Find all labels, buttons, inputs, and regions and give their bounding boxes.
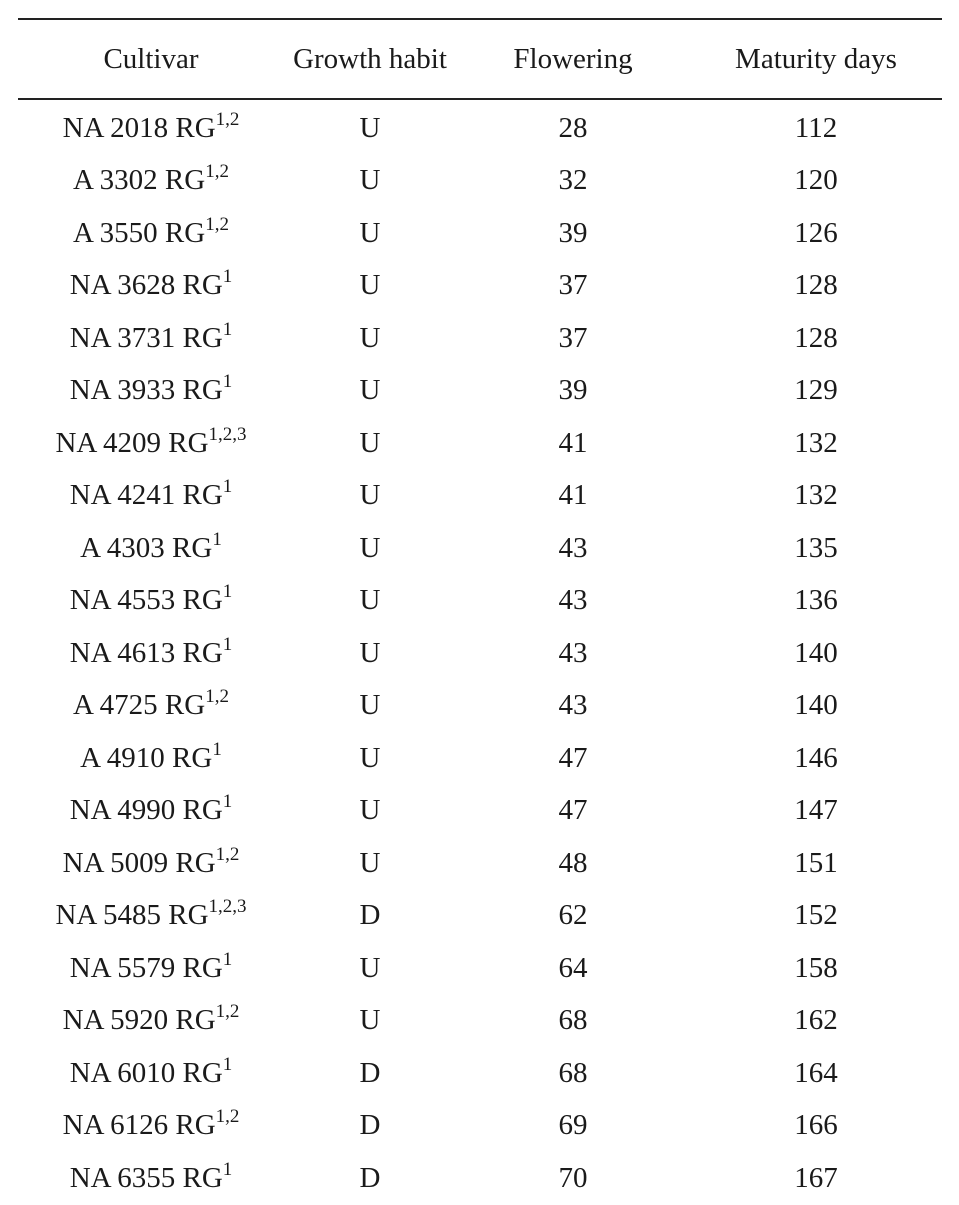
growth-habit-cell: U: [359, 584, 381, 617]
cultivar-footnote-mark: 1,2: [205, 686, 229, 708]
cultivar-cell: [18, 686, 284, 722]
flowering-cell: 32: [558, 164, 588, 197]
maturity-days-cell: 135: [794, 531, 838, 564]
table-row: [18, 890, 942, 943]
cultivar-footnote-mark: 1,2: [215, 1001, 240, 1023]
maturity-days-cell: 132: [794, 479, 838, 512]
cultivar-footnote-mark: 1: [222, 791, 233, 813]
cultivar-cell: [18, 108, 284, 145]
table-row: [18, 627, 942, 680]
table-row: [18, 1047, 942, 1100]
flowering-cell: 39: [558, 374, 588, 407]
cultivar-footnote-mark: 1: [222, 581, 233, 603]
maturity-days-cell: 132: [794, 426, 838, 459]
cultivar-footnote-mark: 1: [212, 528, 222, 550]
growth-habit-cell: U: [359, 111, 381, 144]
growth-habit-cell: U: [359, 689, 381, 722]
maturity-days-cell: 167: [794, 1161, 838, 1194]
flowering-cell: 37: [558, 269, 588, 302]
table-row: [18, 995, 942, 1048]
growth-habit-cell: U: [359, 531, 381, 564]
cultivar-footnote-mark: 1,2: [215, 108, 240, 130]
table-row: [18, 1100, 942, 1153]
cultivar-cell: [18, 1106, 284, 1142]
table-row: [18, 837, 942, 890]
cultivar-name: NA 5485 RG: [55, 899, 209, 932]
cultivar-name: A 3550 RG: [73, 216, 206, 249]
cultivar-name: NA 6010 RG: [69, 1056, 223, 1089]
cultivar-cell: [18, 476, 284, 512]
cultivar-name: A 4303 RG: [80, 531, 213, 564]
cultivar-cell: [18, 1053, 284, 1090]
cultivar-name: NA 4553 RG: [69, 584, 223, 617]
growth-habit-cell: U: [359, 1004, 381, 1037]
growth-habit-cell: U: [359, 321, 381, 354]
cultivar-footnote-mark: 1: [222, 1053, 233, 1075]
growth-habit-cell: U: [359, 636, 381, 669]
growth-habit-cell: D: [359, 1161, 381, 1194]
cultivar-cell: [18, 1001, 284, 1037]
cultivar-name: NA 5009 RG: [62, 846, 216, 879]
growth-habit-cell: U: [359, 951, 381, 984]
maturity-days-cell: 146: [794, 741, 838, 774]
maturity-days-cell: 147: [794, 794, 838, 827]
table-row: [18, 365, 942, 418]
growth-habit-cell: U: [359, 269, 381, 302]
header-maturity-days: Maturity days: [735, 42, 897, 75]
cultivar-name: A 4910 RG: [80, 741, 213, 774]
cultivar-cell: [18, 633, 284, 670]
cultivar-cell: [18, 791, 284, 827]
flowering-cell: 68: [558, 1056, 588, 1089]
cultivar-footnote-mark: 1,2: [205, 161, 229, 183]
table-row: [18, 417, 942, 470]
table-row: [18, 575, 942, 628]
growth-habit-cell: U: [359, 216, 381, 249]
flowering-cell: 43: [558, 584, 588, 617]
cultivar-table: [18, 18, 942, 1205]
cultivar-cell: [18, 161, 284, 197]
table-row: [18, 732, 942, 785]
table-row: [18, 207, 942, 260]
cultivar-footnote-mark: 1: [212, 738, 222, 760]
cultivar-cell: [18, 213, 284, 250]
maturity-days-cell: 136: [794, 584, 838, 617]
flowering-cell: 62: [558, 899, 588, 932]
flowering-cell: 47: [558, 741, 588, 774]
cultivar-name: NA 3933 RG: [69, 374, 223, 407]
flowering-cell: 39: [558, 216, 588, 249]
growth-habit-cell: U: [359, 479, 381, 512]
header-growth-habit: Growth habit: [293, 42, 447, 75]
growth-habit-cell: D: [359, 1056, 381, 1089]
growth-habit-cell: U: [359, 164, 381, 197]
cultivar-name: NA 6355 RG: [69, 1161, 223, 1194]
flowering-cell: 43: [558, 689, 588, 722]
table-row: [18, 522, 942, 575]
growth-habit-cell: U: [359, 846, 381, 879]
cultivar-name: NA 4209 RG: [55, 426, 209, 459]
flowering-cell: 64: [558, 951, 588, 984]
cultivar-name: NA 4613 RG: [69, 636, 223, 669]
cultivar-cell: [18, 896, 284, 932]
maturity-days-cell: 120: [794, 164, 838, 197]
cultivar-footnote-mark: 1,2,3: [208, 423, 247, 445]
cultivar-cell: [18, 843, 284, 880]
growth-habit-cell: U: [359, 374, 381, 407]
table-row: [18, 102, 942, 155]
flowering-cell: 48: [558, 846, 588, 879]
header-cultivar: Cultivar: [103, 42, 199, 75]
table-row: [18, 155, 942, 208]
cultivar-footnote-mark: 1: [222, 476, 233, 498]
maturity-days-cell: 164: [794, 1056, 838, 1089]
flowering-cell: 41: [558, 479, 588, 512]
maturity-days-cell: 151: [794, 846, 838, 879]
table-row: [18, 260, 942, 313]
flowering-cell: 70: [558, 1161, 588, 1194]
cultivar-name: NA 4241 RG: [69, 479, 223, 512]
maturity-days-cell: 162: [794, 1004, 838, 1037]
flowering-cell: 37: [558, 321, 588, 354]
cultivar-cell: [18, 1158, 284, 1195]
flowering-cell: 43: [558, 531, 588, 564]
cultivar-name: A 4725 RG: [73, 689, 206, 722]
cultivar-footnote-mark: 1: [222, 633, 233, 655]
growth-habit-cell: D: [359, 899, 381, 932]
cultivar-name: NA 6126 RG: [62, 1109, 216, 1142]
table-row: [18, 680, 942, 733]
flowering-cell: 47: [558, 794, 588, 827]
cultivar-name: NA 2018 RG: [62, 111, 216, 144]
cultivar-cell: [18, 581, 284, 617]
growth-habit-cell: D: [359, 1109, 381, 1142]
growth-habit-cell: U: [359, 794, 381, 827]
cultivar-footnote-mark: 1,2: [205, 213, 229, 235]
maturity-days-cell: 128: [794, 269, 838, 302]
flowering-cell: 68: [558, 1004, 588, 1037]
maturity-days-cell: 158: [794, 951, 838, 984]
cultivar-cell: [18, 266, 284, 302]
growth-habit-cell: U: [359, 426, 381, 459]
cultivar-cell: [18, 371, 284, 407]
header-flowering: Flowering: [513, 42, 633, 75]
cultivar-name: NA 4990 RG: [69, 794, 223, 827]
table-row: [18, 312, 942, 365]
maturity-days-cell: 129: [794, 374, 838, 407]
cultivar-name: A 3302 RG: [73, 164, 206, 197]
cultivar-cell: [18, 738, 284, 775]
table-row: [18, 470, 942, 523]
cultivar-name: NA 3628 RG: [69, 269, 223, 302]
cultivar-footnote-mark: 1,2: [215, 1106, 240, 1128]
flowering-cell: 41: [558, 426, 588, 459]
table-row: [18, 1152, 942, 1205]
table-row: [18, 785, 942, 838]
cultivar-cell: [18, 423, 284, 460]
maturity-days-cell: 112: [794, 111, 838, 144]
growth-habit-cell: U: [359, 741, 381, 774]
cultivar-cell: [18, 528, 284, 565]
maturity-days-cell: 166: [794, 1109, 838, 1142]
cultivar-name: NA 5579 RG: [69, 951, 223, 984]
cultivar-footnote-mark: 1: [222, 1158, 233, 1180]
cultivar-footnote-mark: 1,2: [215, 843, 240, 865]
cultivar-cell: [18, 318, 284, 355]
flowering-cell: 28: [558, 111, 588, 144]
maturity-days-cell: 140: [794, 636, 838, 669]
cultivar-footnote-mark: 1: [222, 318, 233, 340]
cultivar-name: NA 5920 RG: [62, 1004, 216, 1037]
cultivar-name: NA 3731 RG: [69, 321, 223, 354]
flowering-cell: 43: [558, 636, 588, 669]
cultivar-footnote-mark: 1: [222, 948, 233, 970]
table-header-row: [18, 20, 942, 98]
maturity-days-cell: 126: [794, 216, 838, 249]
table-row: [18, 942, 942, 995]
maturity-days-cell: 140: [794, 689, 838, 722]
cultivar-footnote-mark: 1,2,3: [208, 896, 247, 918]
maturity-days-cell: 128: [794, 321, 838, 354]
cultivar-cell: [18, 948, 284, 985]
flowering-cell: 69: [558, 1109, 588, 1142]
maturity-days-cell: 152: [794, 899, 838, 932]
cultivar-footnote-mark: 1: [222, 371, 233, 393]
cultivar-footnote-mark: 1: [222, 266, 233, 288]
table-body: [18, 100, 942, 1205]
